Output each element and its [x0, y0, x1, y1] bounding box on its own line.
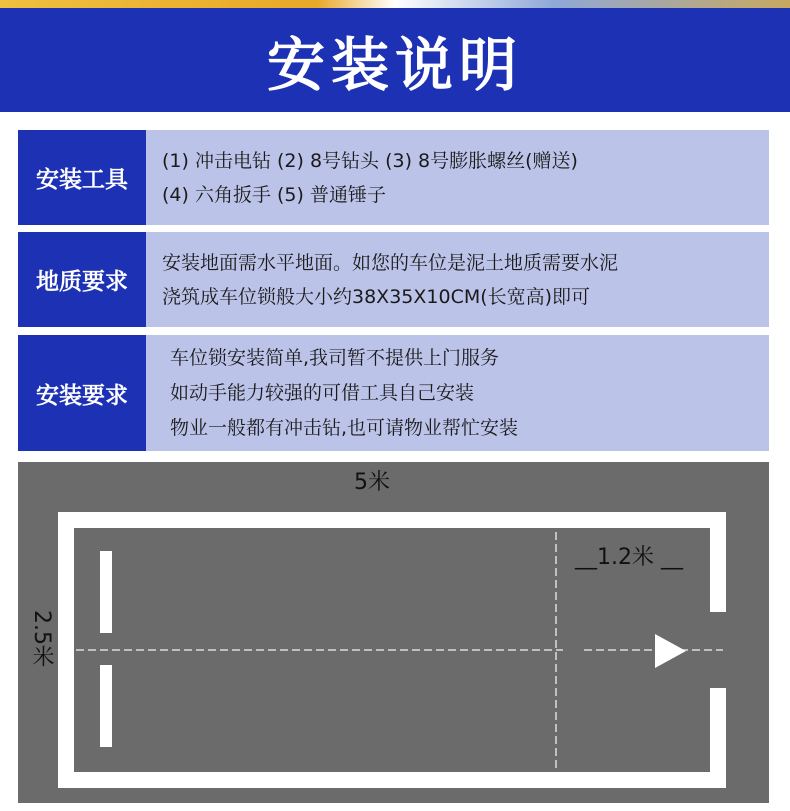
row-body-install: [146, 335, 769, 451]
entrance-post-bottom: [710, 688, 726, 772]
width-label: 2.5米: [29, 610, 54, 667]
row-label-install: 安装要求: [18, 335, 146, 451]
install-line-1: 车位锁安装简单,我司暂不提供上门服务: [170, 346, 500, 369]
top-banner-strip: [0, 0, 790, 8]
ground-line-2: 浇筑成车位锁般大小约38X35X10CM(长宽高)即可: [162, 285, 591, 308]
page-title: 安装说明: [266, 31, 523, 99]
tools-line-2: (4) 六角扳手 (5) 普通锤子: [162, 183, 386, 206]
tools-line-1: (1) 冲击电钻 (2) 8号钻头 (3) 8号膨胀螺丝(赠送): [162, 149, 578, 172]
install-line-3: 物业一般都有冲击钻,也可请物业帮忙安装: [170, 416, 519, 439]
row-label-tools: 安装工具: [18, 130, 146, 225]
install-line-2: 如动手能力较强的可借工具自己安装: [170, 381, 475, 404]
length-label: 5米: [354, 470, 390, 495]
parking-space-diagram: [18, 462, 769, 803]
info-row-install: [18, 335, 769, 451]
row-body-tools: [146, 130, 769, 225]
parking-diagram-graphic: [18, 462, 769, 803]
entrance-post-top: [710, 528, 726, 612]
ground-line-1: 安装地面需水平地面。如您的车位是泥土地质需要水泥: [162, 251, 619, 274]
info-row-tools: [18, 130, 769, 225]
info-row-ground: [18, 232, 769, 327]
row-label-ground: 地质要求: [18, 232, 146, 327]
row-body-ground: [146, 232, 769, 327]
lock-marker-bottom: [100, 665, 112, 747]
lock-marker-top: [100, 551, 112, 633]
lock-distance-label: __1.2米 __: [575, 545, 683, 570]
header-banner: [0, 8, 790, 112]
